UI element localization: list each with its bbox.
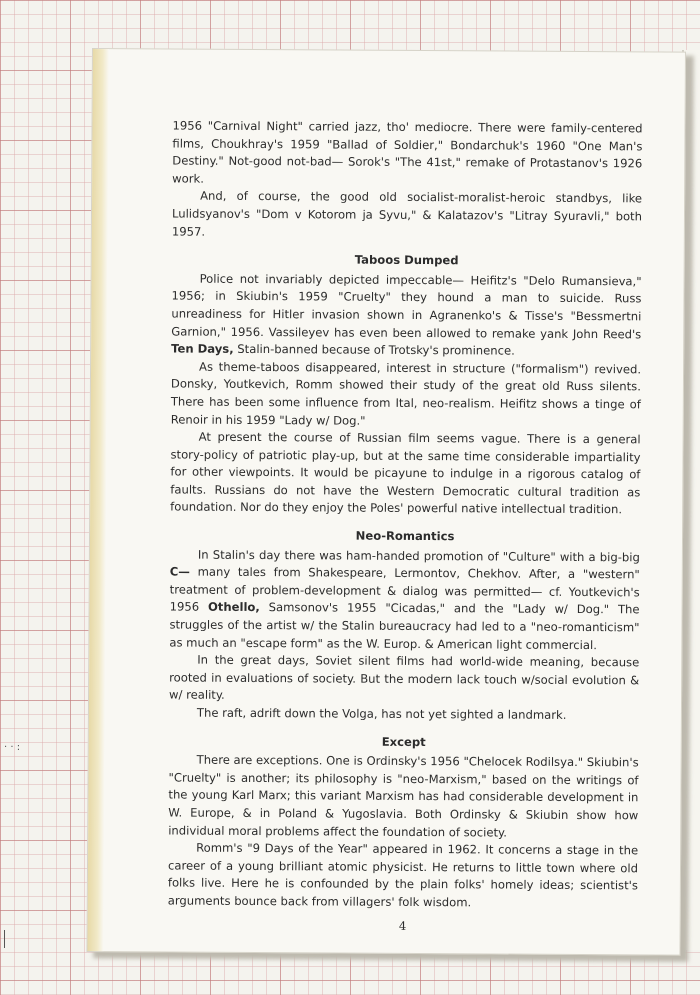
neo-p1-text-a: In Stalin's day there was ham-handed promotion of "Culture" with a big-big [197,547,640,565]
taboos-p1-text-a: Police not invariably depicted impeccable— Heifitz's "Delo Rumansieva," 1956; in Skiubin's 1959 "Cruelty" they hound a man to suicide. Russ unreadiness for Hitler invasion shown in Agranenko's & Tisse's "Bessmertni Garnion," 1956. Vassileyev has even been allowed to remake yank John Reed's [171,271,642,341]
taboos-paragraph-3: At present the course of Russian film seems vague. There is a general story-policy of patriotic play-up, but at the same time considerable impartiality for other viewpoints. It would be picayune to indulge in a rigorous catalog of faults. Russians do not have the Western Democratic cultural tradition as foundation. Nor do they enjoy the Poles' powerful native intellectual tradition. [170,429,641,517]
taboos-paragraph-1 [171,270,642,361]
neo-paragraph-3: The raft, adrift down the Volga, has not yet sighted a landmark. [196,705,567,722]
except-paragraph-1: There are exceptions. One is Ordinsky's 1956 "Chelocek Rodilsya." Skiubin's "Cruelty" is another; its philosophy is "neo-Marxism," based on the writings of the young Karl Marx; this variant Marxism has had considerable development in W. Europe, & in Poland & Yugoslavia. Both Ordinsky & Skiubin show how individual moral problems affect the foundation of society. [168,752,639,840]
booklet-page [86,48,686,956]
section-heading-neo-romantics: Neo-Romantics [355,528,455,544]
article-body [168,117,643,936]
intro-paragraph-2: And, of course, the good old socialist-moralist-heroic standbys, like Lulidsyanov's "Dom v Kotorom ja Syvu," & Kalatazov's "Litray Syuravli," both 1957. [171,189,643,239]
page-number: 4 [398,918,407,933]
intro-paragraph-1: 1956 "Carnival Night" carried jazz, tho' mediocre. There were family-centered films, Choukhray's 1959 "Ballad of Soldier," Bondarchuk's 1960 "One Man's Destiny." Not-good not-bad— Sorok's "The 41st," remake of Protastanov's 1926 work. [172,118,643,186]
margin-tick [4,930,5,948]
section-heading-taboos: Taboos Dumped [354,252,459,268]
except-paragraph-2: Romm's "9 Days of the Year" appeared in 1962. It concerns a stage in the career of a young brilliant atomic physicist. He returns to little town where old folks live. Here he is confounded by the plain folks' homely ideas; scientist's arguments bounce back from villagers' folk wisdom. [167,840,639,910]
taboos-p1-text-b: Stalin-banned because of Trotsky's prominence. [237,342,515,358]
neo-p1-text-b: many tales from Shakespeare, Lermontov, Chekhov. After, a "western" treatment of problem-development & dialog was permitted— cf. Youtkevich's 1956 [169,564,640,615]
margin-marks: · · : [4,742,21,753]
film-title-othello: Othello, [207,600,260,615]
page-spine [87,49,109,951]
bold-c: C— [169,564,190,579]
neo-paragraph-1 [169,546,640,654]
neo-p1-text-c: Samsonov's 1955 "Cicadas," and the "Lady w/ Dog." The struggles of the artist w/ the Stalin bureaucracy had led to a "neo-romanticism" as much an "escape form" as the W. Europ. & American light commercial. [169,600,640,652]
taboos-paragraph-2: As theme-taboos disappeared, interest in structure ("formalism") revived. Donsky, Youtkevich, Romm showed their study of the great old Russ silents. There has been some influence from Ital, neo-realism. Heifitz shows a tinge of Renoir in his 1959 "Lady w/ Dog." [170,359,642,428]
neo-paragraph-2: In the great days, Soviet silent films had world-wide meaning, because rooted in evaluations of society. But the modern lack touch w/social evolution & w/ reality. [169,652,640,703]
section-heading-except: Except [381,734,426,749]
film-title-ten-days: Ten Days, [171,341,234,356]
